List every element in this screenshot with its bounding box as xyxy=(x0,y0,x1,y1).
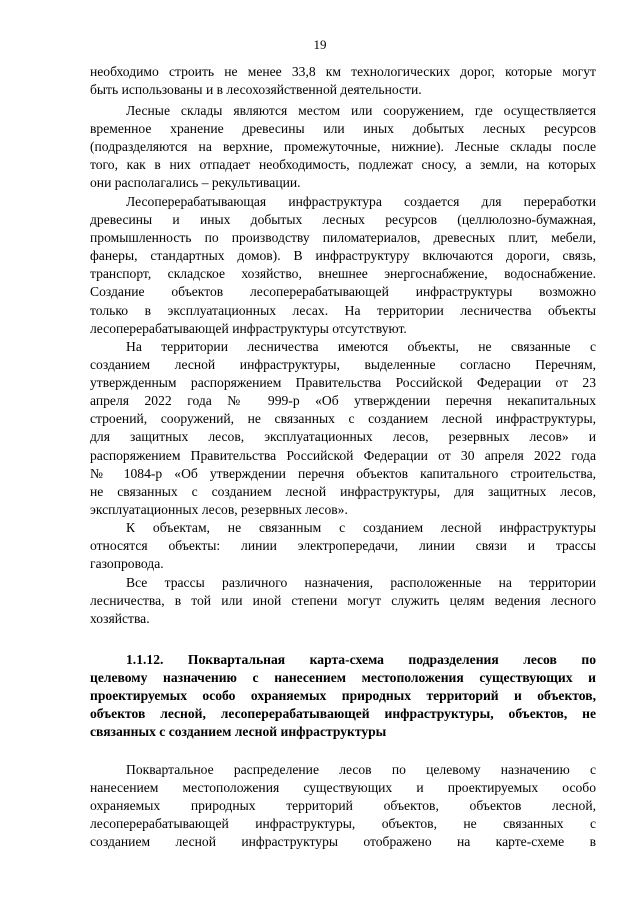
paragraph-7 xyxy=(90,761,596,851)
text-line: временное хранение древесины или иных добытых лесных ресурсов xyxy=(90,121,596,137)
paragraph-6 xyxy=(90,574,596,628)
text-line: промышленность по производству пиломатериалов, древесных плит, мебели, xyxy=(90,230,596,246)
text-line: созданием лесной инфраструктуры, выделенные согласно Перечням, xyxy=(90,357,596,373)
text-line: эксплуатационных лесов, резервных лесов». xyxy=(90,501,348,517)
paragraph-2 xyxy=(90,102,596,192)
text-line: Создание объектов лесоперерабатывающей инфраструктуры возможно xyxy=(90,284,596,300)
text-line: (подразделяются на верхние, промежуточные, нижние). Лесные склады после xyxy=(90,139,596,155)
heading-line: целевому назначению с нанесением местоположения существующих и xyxy=(90,670,596,686)
text-line: того, как в них отпадает необходимость, подлежат сносу, а земли, на которых xyxy=(90,157,596,173)
text-line: утвержденным распоряжением Правительства Российской Федерации от 23 xyxy=(90,375,596,391)
text-line: быть использованы и в лесохозяйственной деятельности. xyxy=(90,82,422,98)
paragraph-5 xyxy=(90,519,596,573)
text-line: хозяйства. xyxy=(90,611,150,627)
text-line: Лесные склады являются местом или сооружением, где осуществляется xyxy=(126,103,596,118)
text-line: относятся объекты: линии электропередачи, линии связи и трассы xyxy=(90,538,596,554)
text-line: На территории лесничества имеются объекты, не связанные с xyxy=(126,339,596,354)
heading-line: проектируемых особо охраняемых природных территорий и объектов, xyxy=(90,688,596,704)
text-line: не связанных с созданием лесной инфраструктуры, для защитных лесов, xyxy=(90,483,596,499)
text-line: созданием лесной инфраструктуры отображено на карте-схеме в xyxy=(90,834,596,850)
heading-line: объектов лесной, лесоперерабатывающей инфраструктуры, объектов, не xyxy=(90,706,596,722)
text-line: фанеры, стандартных домов). В инфраструктуру включаются дороги, связь, xyxy=(90,248,596,264)
text-line: Поквартальное распределение лесов по целевому назначению с xyxy=(126,762,596,777)
text-line: Все трассы различного назначения, расположенные на территории xyxy=(126,575,596,590)
text-line: для защитных лесов, эксплуатационных лесов, резервных лесов» и xyxy=(90,429,596,445)
paragraph-1 xyxy=(90,63,596,99)
text-line: Лесоперерабатывающая инфраструктура создается для переработки xyxy=(126,194,596,209)
heading-line: связанных с созданием лесной инфраструктуры xyxy=(90,724,387,740)
text-line: № 1084-р «Об утверждении перечня объектов капитального строительства, xyxy=(90,465,596,481)
paragraph-4 xyxy=(90,338,596,519)
text-line: они располагались – рекультивации. xyxy=(90,175,301,191)
text-line: лесничества, в той или иной степени могут служить целям ведения лесного xyxy=(90,593,596,609)
text-line: лесоперерабатывающей инфраструктуры отсутствуют. xyxy=(90,320,407,336)
text-line: необходимо строить не менее 33,8 км технологических дорог, которые могут xyxy=(90,64,596,79)
paragraph-3 xyxy=(90,193,596,338)
text-line: распоряжением Правительства Российской Федерации от 30 апреля 2022 года xyxy=(90,447,596,463)
page-number: 19 xyxy=(313,37,327,52)
text-line: только в эксплуатационных лесах. На территории лесничества объекты xyxy=(90,302,596,318)
text-line: нанесением местоположения существующих и проектируемых особо xyxy=(90,780,596,796)
text-line: К объектам, не связанным с созданием лесной инфраструктуры xyxy=(126,520,596,535)
text-line: апреля 2022 года № 999-р «Об утверждении перечня некапитальных xyxy=(90,393,596,409)
text-line: древесины и иных добытых лесных ресурсов (целлюлозно-бумажная, xyxy=(90,212,596,228)
section-heading xyxy=(90,651,596,741)
heading-line: 1.1.12. Поквартальная карта-схема подразделения лесов по xyxy=(126,652,596,667)
text-line: газопровода. xyxy=(90,556,164,572)
text-line: охраняемых природных территорий объектов, объектов лесной, xyxy=(90,798,596,814)
text-line: лесоперерабатывающей инфраструктуры, объектов, не связанных с xyxy=(90,816,596,832)
text-line: строений, сооружений, не связанных с созданием лесной инфраструктуры, xyxy=(90,411,596,427)
text-line: транспорт, складское хозяйство, внешнее энергоснабжение, водоснабжение. xyxy=(90,266,596,282)
